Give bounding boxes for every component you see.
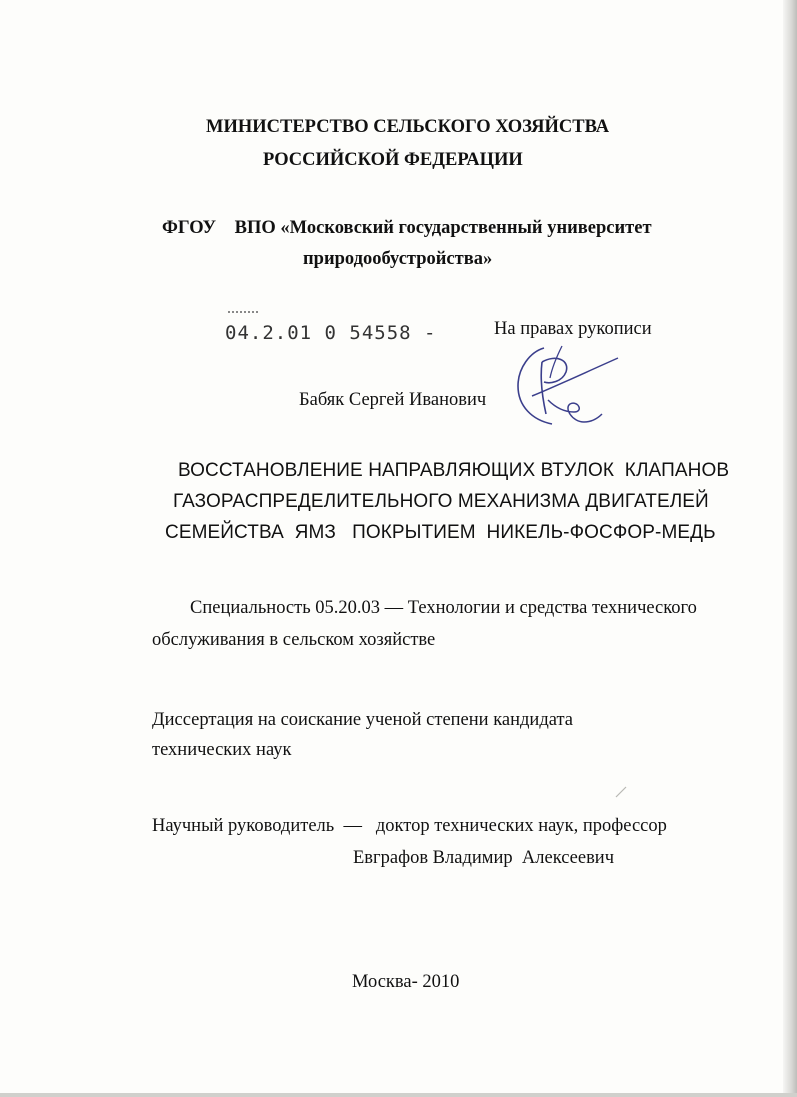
specialty-line1: Специальность 05.20.03 — Технологии и средства технического <box>190 598 697 618</box>
ministry-heading-line1: МИНИСТЕРСТВО СЕЛЬСКОГО ХОЗЯЙСТВА <box>206 117 610 137</box>
stamp-dots <box>228 311 258 317</box>
pencil-mark-icon <box>614 785 628 799</box>
thesis-title-line3: СЕМЕЙСТВА ЯМЗ ПОКРЫТИЕМ НИКЕЛЬ-ФОСФОР-МЕДЬ <box>165 522 716 543</box>
ministry-heading-line2: РОССИЙСКОЙ ФЕДЕРАЦИИ <box>263 150 523 170</box>
thesis-title-line1: ВОССТАНОВЛЕНИЕ НАПРАВЛЯЮЩИХ ВТУЛОК КЛАПАНОВ <box>178 460 730 481</box>
university-name-line1: ФГОУ ВПО «Московский государственный университет <box>162 218 652 238</box>
thesis-title-line2: ГАЗОРАСПРЕДЕЛИТЕЛЬНОГО МЕХАНИЗМА ДВИГАТЕЛЕЙ <box>173 491 709 512</box>
scan-bottom-edge <box>0 1093 797 1097</box>
supervisor-name: Евграфов Владимир Алексеевич <box>353 848 615 868</box>
author-name: Бабяк Сергей Иванович <box>299 390 487 410</box>
rights-note: На правах рукописи <box>494 319 652 339</box>
university-name-line2: природообустройства» <box>303 249 493 269</box>
specialty-line2: обслуживания в сельском хозяйстве <box>152 630 436 650</box>
scan-page-edge <box>783 0 797 1097</box>
degree-line2: технических наук <box>152 740 292 760</box>
registry-stamp-number: 04.2.01 0 54558 - <box>225 322 437 344</box>
city-year: Москва- 2010 <box>352 972 460 992</box>
supervisor-line: Научный руководитель — доктор технических наук, профессор <box>152 816 667 836</box>
author-signature-icon <box>512 338 622 430</box>
degree-line1: Диссертация на соискание ученой степени кандидата <box>152 710 573 730</box>
